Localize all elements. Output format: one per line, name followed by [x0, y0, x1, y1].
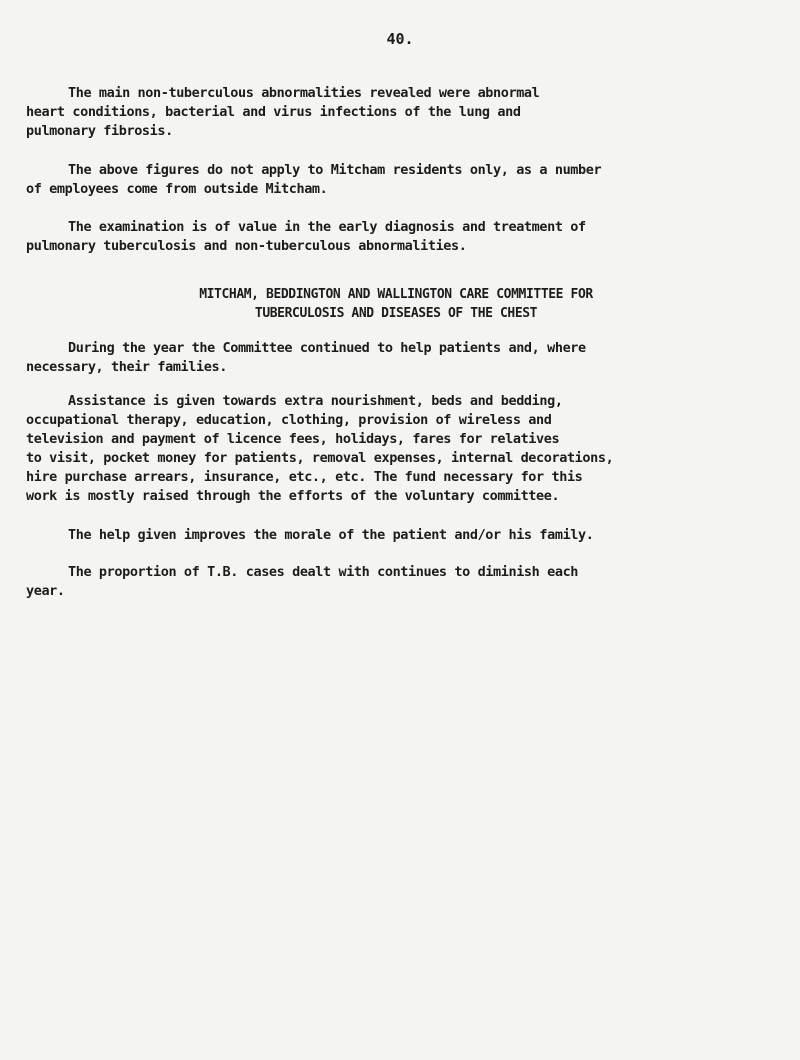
text-line: work is mostly raised through the efforts of the voluntary committee. [26, 488, 560, 504]
text-line: necessary, their families. [26, 359, 227, 375]
text-line: pulmonary fibrosis. [26, 123, 173, 139]
text-line: During the year the Committee continued to help patients and, where [68, 340, 586, 356]
paragraph-assistance [26, 392, 766, 506]
text-line: television and payment of licence fees, holidays, fares for relatives [26, 431, 560, 447]
paragraph-examination-value [26, 218, 766, 256]
text-line: hire purchase arrears, insurance, etc., etc. The fund necessary for this [26, 469, 583, 485]
text-line: The proportion of T.B. cases dealt with continues to diminish each [68, 564, 579, 580]
text-line: occupational therapy, education, clothing, provision of wireless and [26, 412, 552, 428]
text-line: pulmonary tuberculosis and non-tuberculous abnormalities. [26, 238, 467, 254]
text-line: heart conditions, bacterial and virus infections of the lung and [26, 104, 521, 120]
text-line: The main non-tuberculous abnormalities revealed were abnormal [68, 85, 540, 101]
text-line: The help given improves the morale of the patient and/or his family. [68, 527, 594, 543]
paragraph-committee-help [26, 339, 766, 377]
paragraph-tb-proportion [26, 563, 766, 601]
text-line: to visit, pocket money for patients, removal expenses, internal decorations, [26, 450, 614, 466]
text-line: The above figures do not apply to Mitcham residents only, as a number [68, 162, 602, 178]
heading-line: TUBERCULOSIS AND DISEASES OF THE CHEST [254, 306, 538, 321]
heading-line: MITCHAM, BEDDINGTON AND WALLINGTON CARE COMMITTEE FOR [199, 287, 593, 302]
page-number: 40. [386, 30, 414, 48]
text-line: Assistance is given towards extra nourishment, beds and bedding, [68, 393, 563, 409]
text-line: year. [26, 583, 65, 599]
paragraph-morale [26, 526, 766, 545]
paragraph-mitcham-residents [26, 161, 766, 199]
text-line: The examination is of value in the early diagnosis and treatment of [68, 219, 586, 235]
text-line: of employees come from outside Mitcham. [26, 181, 328, 197]
section-heading [26, 285, 766, 323]
paragraph-abnormalities [26, 84, 766, 141]
